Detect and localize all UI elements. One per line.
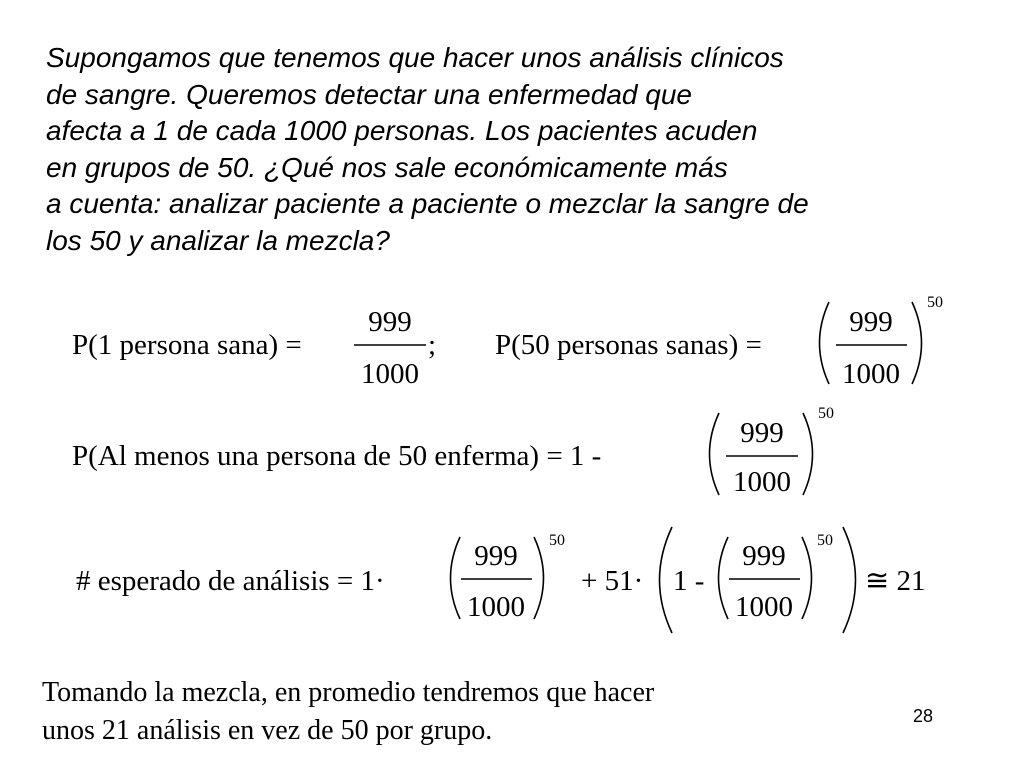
problem-line: de sangre. Queremos detectar una enfermedad que <box>46 78 692 110</box>
problem-line: Supongamos que tenemos que hacer unos análisis clínicos <box>46 42 784 73</box>
eq4-middle-term: + 51· <box>581 565 644 597</box>
eq2-right-paren <box>912 302 922 384</box>
eq2-lhs: P(50 personas sanas) = <box>495 329 762 361</box>
page-number: 28 <box>913 706 934 726</box>
eq3-numerator: 999 <box>740 417 784 449</box>
eq4-denominator-2: 1000 <box>735 591 793 623</box>
eq4-right-paren-1 <box>534 537 544 619</box>
eq4-left-paren-1 <box>451 537 461 619</box>
eq1-numerator: 999 <box>368 306 412 338</box>
eq1-separator: ; <box>428 329 437 361</box>
conclusion-line: Tomando la mezcla, en promedio tendremos que hacer <box>42 677 655 708</box>
eq4-numerator-1: 999 <box>474 540 518 572</box>
problem-line: en grupos de 50. ¿Qué nos sale económicamente más <box>46 151 728 183</box>
eq3-left-paren <box>710 413 720 495</box>
eq2-left-paren <box>820 302 830 384</box>
eq4-lhs: # esperado de análisis = 1· <box>76 565 385 597</box>
eq1-lhs: P(1 persona sana) = <box>72 329 302 361</box>
eq4-exponent-1: 50 <box>549 532 565 549</box>
conclusion-line: unos 21 análisis en vez de 50 por grupo. <box>42 715 493 746</box>
eq4-outer-right-paren <box>843 527 856 633</box>
eq3-exponent: 50 <box>818 405 834 422</box>
eq3-denominator: 1000 <box>733 466 791 498</box>
eq4-outer-left-paren <box>660 527 673 633</box>
eq3-lhs: P(Al menos una persona de 50 enferma) = 1 - <box>72 440 602 472</box>
problem-line: a cuenta: analizar paciente a paciente o mezclar la sangre de <box>46 188 809 219</box>
conclusion <box>42 674 654 750</box>
eq3-right-paren <box>803 413 813 495</box>
eq1-denominator: 1000 <box>361 358 419 390</box>
eq4-exponent-2: 50 <box>817 532 833 549</box>
eq4-left-paren-2 <box>719 537 729 619</box>
eq4-denominator-1: 1000 <box>467 591 525 623</box>
eq4-one-minus: 1 - <box>673 565 705 597</box>
eq4-right-paren-2 <box>802 537 812 619</box>
eq4-result: ≅ 21 <box>865 565 926 597</box>
eq2-exponent: 50 <box>927 294 943 311</box>
problem-line: los 50 y analizar la mezcla? <box>46 224 390 256</box>
problem-line: afecta a 1 de cada 1000 personas. Los pacientes acuden <box>46 115 758 146</box>
eq2-numerator: 999 <box>849 306 893 338</box>
eq2-denominator: 1000 <box>842 358 900 390</box>
eq4-numerator-2: 999 <box>742 540 786 572</box>
